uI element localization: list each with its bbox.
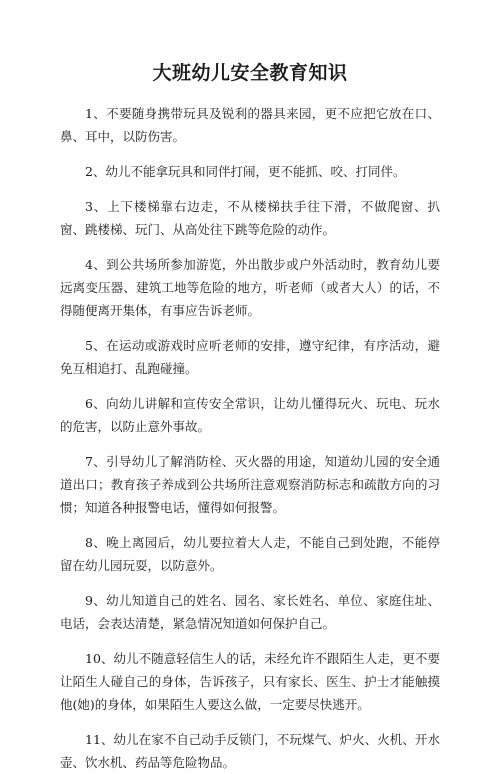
- list-item: 1、不要随身携带玩具及锐利的器具来园，更不应把它放在口、鼻、耳中，以防伤害。: [60, 106, 440, 144]
- list-item: 9、幼儿知道自己的姓名、园名、家长姓名、单位、家庭住址、电话，会表达清楚，紧急情况知道如何保护自己。: [60, 593, 440, 631]
- list-item: 3、上下楼梯靠右边走，不从楼梯扶手往下滑，不做爬窗、扒窗、跳楼梯、玩门、从高处往下跳等危险的动作。: [60, 199, 440, 237]
- list-item: 5、在运动或游戏时应听老师的安排，遵守纪律，有序活动，避免互相追打、乱跑碰撞。: [60, 338, 440, 376]
- list-item: 7、引导幼儿了解消防栓、灭火器的用途，知道幼儿园的安全通道出口；教育孩子养成到公共场所注意观察消防标志和疏散方向的习惯；知道各种报警电话，懂得如何报警。: [60, 454, 440, 515]
- list-item: 11、幼儿在家不自己动手反锁门，不玩煤气、炉火、火机、开水壶、饮水机、药品等危险物品。: [60, 732, 440, 770]
- list-item: 10、幼儿不随意轻信生人的话，未经允许不跟陌生人走，更不要让陌生人碰自己的身体，告诉孩子，只有家长、医生、护士才能触摸他(她)的身体，如果陌生人要这么做，一定要尽快逃开。: [60, 651, 440, 712]
- list-item: 2、幼儿不能拿玩具和同伴打闹，更不能抓、咬、打同伴。: [85, 164, 406, 179]
- list-item: 4、到公共场所参加游览，外出散步或户外活动时，教育幼儿要远离变压器、建筑工地等危险的地方，听老师（或者大人）的话，不得随便离开集体，有事应告诉老师。: [60, 257, 440, 318]
- list-item: 8、晚上离园后，幼儿要拉着大人走，不能自己到处跑，不能停留在幼儿园玩耍，以防意外。: [60, 535, 440, 573]
- document-title: 大班幼儿安全教育知识: [152, 62, 348, 84]
- list-item: 6、向幼儿讲解和宣传安全常识，让幼儿懂得玩火、玩电、玩水的危害，以防止意外事故。: [60, 396, 440, 434]
